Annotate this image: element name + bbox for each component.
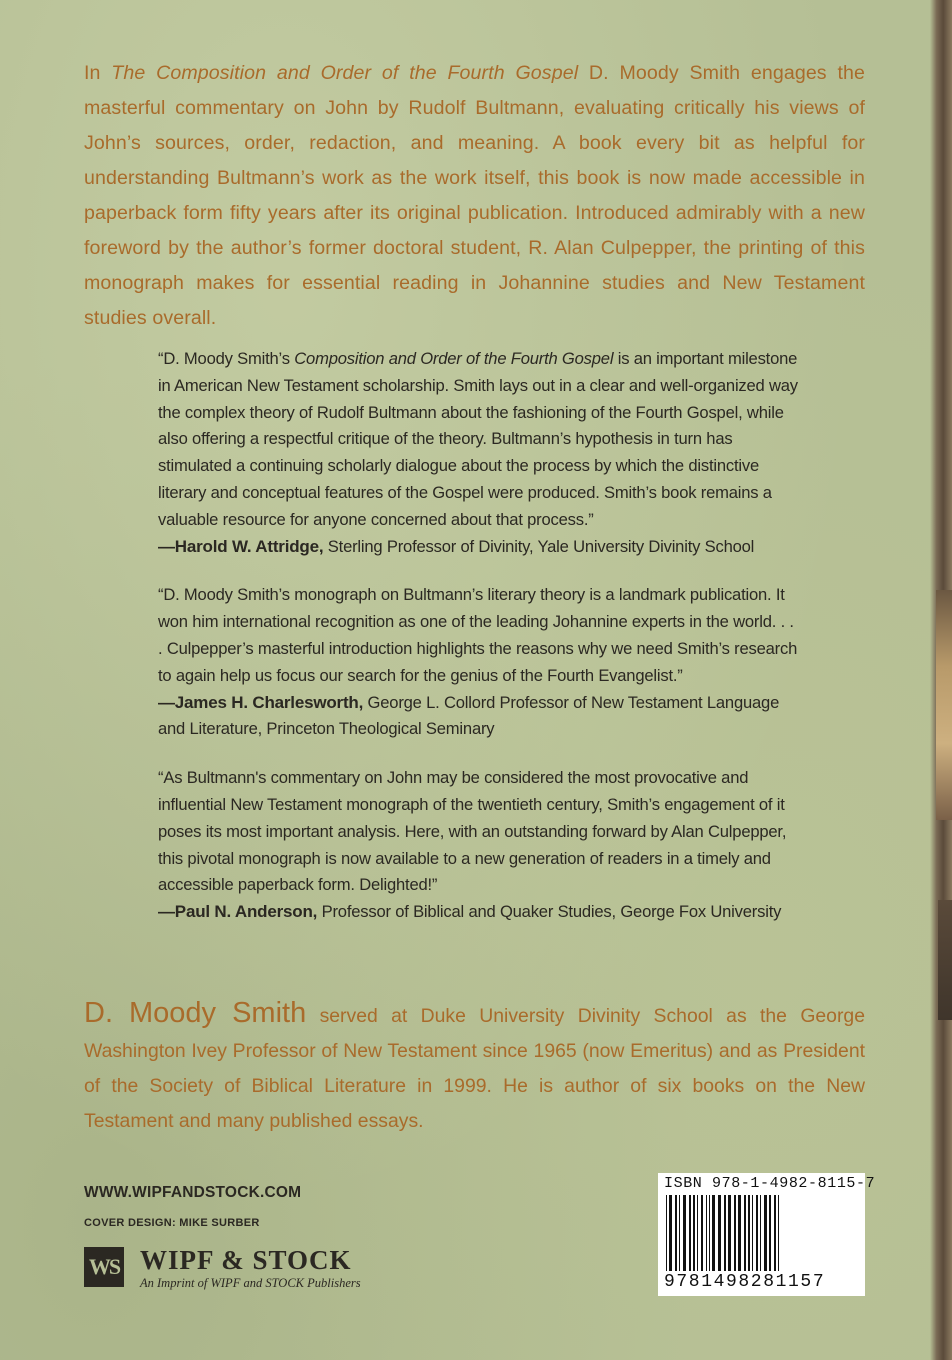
spine-color-patch <box>936 590 952 820</box>
endorsement-quote: “D. Moody Smith’s Composition and Order of the Fourth Gospel is an important milestone in American New Testament scholarship. Smith lays out in a clear and well-organized way the complex theory of Rudolf Bultmann about the fashioning of the Fourth Gospel, while also offering a respectful critique of the theory. Bultmann’s hypothesis in turn has stimulated a continuing scholarly dialogue about the process by which the distinctive literary and conceptual features of the Gospel were produced. Smith’s book remains a valuable resource for anyone concerned about that process.” <box>158 349 798 529</box>
book-description <box>84 56 865 336</box>
author-bio-text: served at Duke University Divinity School as the George Washington Ivey Professor of New Testament since 1965 (now Emeritus) and as President of the Society of Biblical Literature in 1999. He is author of six books on the New Testament and many published essays. <box>84 1005 865 1132</box>
publisher-website: WWW.WIPFANDSTOCK.COM <box>84 1184 302 1201</box>
author-name: D. Moody Smith <box>84 997 307 1029</box>
book-spine-edge <box>930 0 952 1360</box>
publisher-name: WIPF & STOCK <box>140 1245 352 1275</box>
description-text: D. Moody Smith engages the masterful commentary on John by Rudolf Bultmann, evaluating critically his views of John’s sources, order, redaction, and meaning. A book every bit as helpful for understanding Bultmann’s work as the work itself, this book is now made accessible in paperback form fifty years after its original publication. Introduced admirably with a new foreword by the author’s former doctoral student, R. Alan Culpepper, the printing of this monograph makes for essential reading in Johannine studies and New Testament studies overall. <box>84 62 865 329</box>
barcode-icon <box>664 1195 859 1271</box>
ws-logo-icon: WS <box>84 1247 124 1287</box>
endorsement <box>158 582 798 743</box>
publisher-tagline: An Imprint of WIPF and STOCK Publishers <box>140 1276 361 1290</box>
isbn-label: ISBN 978-1-4982-8115-7 <box>664 1175 876 1192</box>
endorsement-attribution <box>158 899 798 926</box>
endorsements <box>158 346 798 948</box>
description-book-title: The Composition and Order of the Fourth Gospel <box>111 62 579 84</box>
endorser-affiliation: George L. Collord Professor of New Testament Language and Literature, Princeton Theological Seminary <box>158 692 780 739</box>
isbn-barcode-box <box>658 1173 876 1296</box>
endorsement <box>158 346 798 560</box>
cover-design-credit: COVER DESIGN: MIKE SURBER <box>84 1217 260 1229</box>
endorsement-attribution <box>158 690 798 744</box>
endorsement-attribution <box>158 534 798 561</box>
endorser-name: —Harold W. Attridge, <box>158 536 324 556</box>
endorsement-quote: “D. Moody Smith’s monograph on Bultmann’s literary theory is a landmark publication. It won him international recognition as one of the leading Johannine experts in the world. . . . Culpepper’s masterful introduction highlights the reasons why we need Smith’s research to again help us focus our search for the genius of the Fourth Evangelist.” <box>158 585 798 685</box>
endorsement-book-title: Composition and Order of the Fourth Gospel <box>294 349 614 368</box>
endorsement <box>158 765 798 926</box>
endorser-affiliation: Sterling Professor of Divinity, Yale University Divinity School <box>323 536 755 556</box>
endorser-name: —Paul N. Anderson, <box>158 902 318 922</box>
endorsement-quote: “As Bultmann's commentary on John may be considered the most provocative and influential New Testament monograph of the twentieth century, Smith’s engagement of it poses its most important analysis. Here, with an outstanding forward by Alan Culpepper, this pivotal monograph is now available to a new generation of readers in a timely and accessible paperback form. Delighted!” <box>158 768 787 895</box>
spine-color-patch <box>938 900 952 1020</box>
description-prefix: In <box>84 62 112 84</box>
isbn-digits: 9781498281157 <box>664 1272 826 1292</box>
endorser-affiliation: Professor of Biblical and Quaker Studies, George Fox University <box>317 902 782 922</box>
publisher-logo <box>84 1245 394 1291</box>
author-bio <box>84 996 865 1139</box>
endorser-name: —James H. Charlesworth, <box>158 692 364 712</box>
